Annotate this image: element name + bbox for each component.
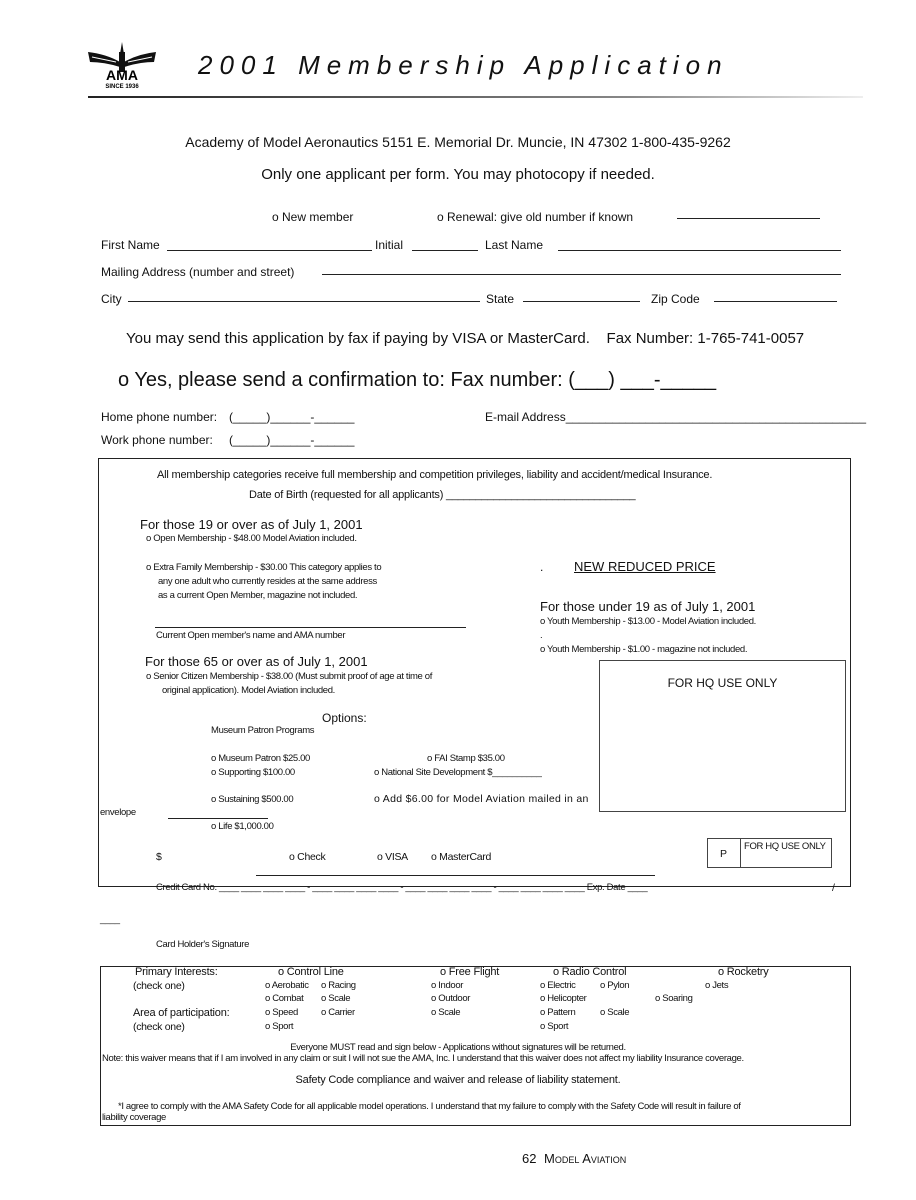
membership-intro: All membership categories receive full membership and competition privileges, liability and accident/medical Insurance.	[157, 469, 713, 481]
helicopter-option[interactable]: o Helicopter	[540, 993, 587, 1004]
zip-label: Zip Code	[651, 292, 700, 306]
aerobatic-option[interactable]: o Aerobatic	[265, 980, 309, 991]
adult-heading: For those 19 or over as of July 1, 2001	[140, 517, 363, 532]
mailing-address-field[interactable]	[322, 274, 841, 275]
date-of-birth-field[interactable]: Date of Birth (requested for all applicants) ________________________________	[249, 489, 636, 501]
home-phone-label: Home phone number:	[101, 410, 218, 424]
hq-use-box	[599, 660, 846, 812]
sport-cl-option[interactable]: o Sport	[265, 1021, 294, 1032]
city-label: City	[101, 292, 122, 306]
signature-label: Card Holder's Signature	[156, 939, 250, 950]
magazine-name: Model Aviation	[544, 1151, 627, 1166]
amount-dollar[interactable]: $	[156, 851, 162, 863]
envelope-line	[168, 818, 268, 819]
family-membership-text: any one adult who currently resides at the same address	[158, 576, 377, 587]
dot-mark: .	[540, 560, 544, 574]
fai-stamp-option[interactable]: o FAI Stamp $35.00	[427, 753, 505, 764]
new-member-option[interactable]: o New member	[272, 210, 354, 224]
open-member-field[interactable]	[155, 627, 466, 628]
waiver-note: Note: this waiver means that if I am involved in any claim or suit I will not sue the AMA, Inc. I understand that this waiver does not affect my liability Insurance coverage.	[102, 1053, 744, 1064]
supporting-option[interactable]: o Supporting $100.00	[211, 767, 295, 778]
jets-option[interactable]: o Jets	[705, 980, 729, 991]
agreement-text: liability coverage	[102, 1112, 166, 1123]
home-phone-field[interactable]: (_____)______-______	[229, 410, 355, 424]
open-membership-option[interactable]: o Open Membership - $48.00 Model Aviation included.	[146, 533, 357, 544]
family-membership-option[interactable]: o Extra Family Membership - $30.00 This category applies to	[146, 562, 382, 573]
last-name-field[interactable]	[558, 250, 841, 251]
scale-rc-option[interactable]: o Scale	[600, 1007, 630, 1018]
check-one-label: (check one)	[133, 980, 185, 992]
youth-magazine-option[interactable]: o Youth Membership - $1.00 - magazine not included.	[540, 644, 748, 655]
zip-field[interactable]	[714, 301, 837, 302]
hq-use-label: FOR HQ USE ONLY	[667, 676, 778, 690]
envelope-mail-option[interactable]: o Add $6.00 for Model Aviation mailed in an	[374, 793, 589, 805]
first-name-label: First Name	[101, 238, 160, 252]
state-field[interactable]	[523, 301, 640, 302]
free-flight-option[interactable]: o Free Flight	[440, 966, 500, 978]
p-label: P	[720, 848, 727, 860]
speed-option[interactable]: o Speed	[265, 1007, 298, 1018]
academy-address: Academy of Model Aeronautics 5151 E. Memorial Dr. Muncie, IN 47302 1-800-435-9262	[185, 134, 731, 150]
header-rule	[88, 96, 863, 98]
fax-confirmation-option[interactable]: o Yes, please send a confirmation to: Fax number: (___) ___-_____	[118, 369, 717, 391]
scale-cl-option[interactable]: o Scale	[321, 993, 351, 1004]
last-name-label: Last Name	[485, 238, 544, 252]
family-membership-text: as a current Open Member, magazine not included.	[158, 590, 358, 601]
mastercard-option[interactable]: o MasterCard	[431, 851, 492, 863]
museum-patron-option[interactable]: o Museum Patron $25.00	[211, 753, 310, 764]
primary-interests-label: Primary Interests:	[135, 966, 218, 978]
one-applicant-note: Only one applicant per form. You may photocopy if needed.	[261, 166, 655, 183]
options-title: Options:	[322, 711, 367, 725]
senior-membership-option[interactable]: o Senior Citizen Membership - $38.00 (Must submit proof of age at time of	[146, 671, 432, 682]
page-number: 62	[522, 1151, 537, 1166]
hq-p-box	[707, 838, 832, 868]
page-title: 2001 Membership Application	[198, 50, 729, 80]
youth-heading: For those under 19 as of July 1, 2001	[540, 599, 756, 614]
soaring-option[interactable]: o Soaring	[655, 993, 693, 1004]
national-site-option[interactable]: o National Site Development $__________	[374, 767, 542, 778]
open-member-label: Current Open member's name and AMA number	[156, 630, 346, 641]
first-name-field[interactable]	[167, 250, 372, 251]
hq-use-small-label: FOR HQ USE ONLY	[744, 841, 826, 852]
exp-date-slash: /	[832, 882, 835, 894]
sustaining-option[interactable]: o Sustaining $500.00	[211, 794, 294, 805]
divider	[740, 839, 741, 867]
senior-heading: For those 65 or over as of July 1, 2001	[145, 654, 368, 669]
radio-control-option[interactable]: o Radio Control	[553, 966, 627, 978]
initial-label: Initial	[375, 238, 404, 252]
email-field[interactable]: E-mail Address_____________________________________________	[485, 410, 867, 424]
renewal-option[interactable]: o Renewal: give old number if known	[437, 210, 634, 224]
rocketry-option[interactable]: o Rocketry	[718, 966, 769, 978]
outdoor-option[interactable]: o Outdoor	[431, 993, 471, 1004]
visa-option[interactable]: o VISA	[377, 851, 408, 863]
check-one-label: (check one)	[133, 1021, 185, 1033]
pylon-option[interactable]: o Pylon	[600, 980, 630, 991]
scale-ff-option[interactable]: o Scale	[431, 1007, 461, 1018]
must-sign-note: Everyone MUST read and sign below - Applications without signatures will be returned.	[290, 1042, 626, 1053]
fax-note: You may send this application by fax if paying by VISA or MasterCard. Fax Number: 1-765-741-0057	[126, 330, 805, 347]
check-option[interactable]: o Check	[289, 851, 326, 863]
racing-option[interactable]: o Racing	[321, 980, 356, 991]
combat-option[interactable]: o Combat	[265, 993, 304, 1004]
city-field[interactable]	[128, 301, 480, 302]
initial-field[interactable]	[412, 250, 478, 251]
old-number-field[interactable]	[677, 218, 820, 219]
mailing-address-label: Mailing Address (number and street)	[101, 265, 295, 279]
work-phone-label: Work phone number:	[101, 433, 213, 447]
exp-date-year[interactable]: ____	[100, 914, 120, 925]
envelope-label: envelope	[100, 807, 136, 818]
indoor-option[interactable]: o Indoor	[431, 980, 464, 991]
new-reduced-price: NEW REDUCED PRICE	[574, 559, 716, 574]
carrier-option[interactable]: o Carrier	[321, 1007, 355, 1018]
pattern-option[interactable]: o Pattern	[540, 1007, 576, 1018]
museum-programs-label: Museum Patron Programs	[211, 725, 315, 736]
svg-text:SINCE 1936: SINCE 1936	[105, 84, 139, 90]
svg-text:AMA: AMA	[106, 67, 138, 83]
electric-option[interactable]: o Electric	[540, 980, 576, 991]
waiver-title: Safety Code compliance and waiver and release of liability statement.	[295, 1074, 621, 1086]
credit-card-field[interactable]: Credit Card No. ____ ____ ____ ____ - ____ ____ ____ ____ - ____ ____ ____ ____ - ____ ____ ____ ____ Exp. Date ____	[156, 882, 648, 893]
area-label: Area of participation:	[133, 1007, 230, 1019]
control-line-option[interactable]: o Control Line	[278, 966, 344, 978]
youth-membership-option[interactable]: o Youth Membership - $13.00 - Model Aviation included.	[540, 616, 756, 627]
life-option[interactable]: o Life $1,000.00	[211, 821, 274, 832]
senior-membership-text: original application). Model Aviation included.	[162, 685, 335, 696]
payment-line	[256, 875, 655, 876]
state-label: State	[486, 292, 515, 306]
sport-rc-option[interactable]: o Sport	[540, 1021, 569, 1032]
dot-mark: .	[540, 630, 543, 641]
agreement-text: *I agree to comply with the AMA Safety Code for all applicable model operations. I understand that my failure to comply with the Safety Code will result in failure of	[118, 1101, 741, 1112]
ama-logo	[86, 40, 158, 90]
work-phone-field[interactable]: (_____)______-______	[229, 433, 355, 447]
